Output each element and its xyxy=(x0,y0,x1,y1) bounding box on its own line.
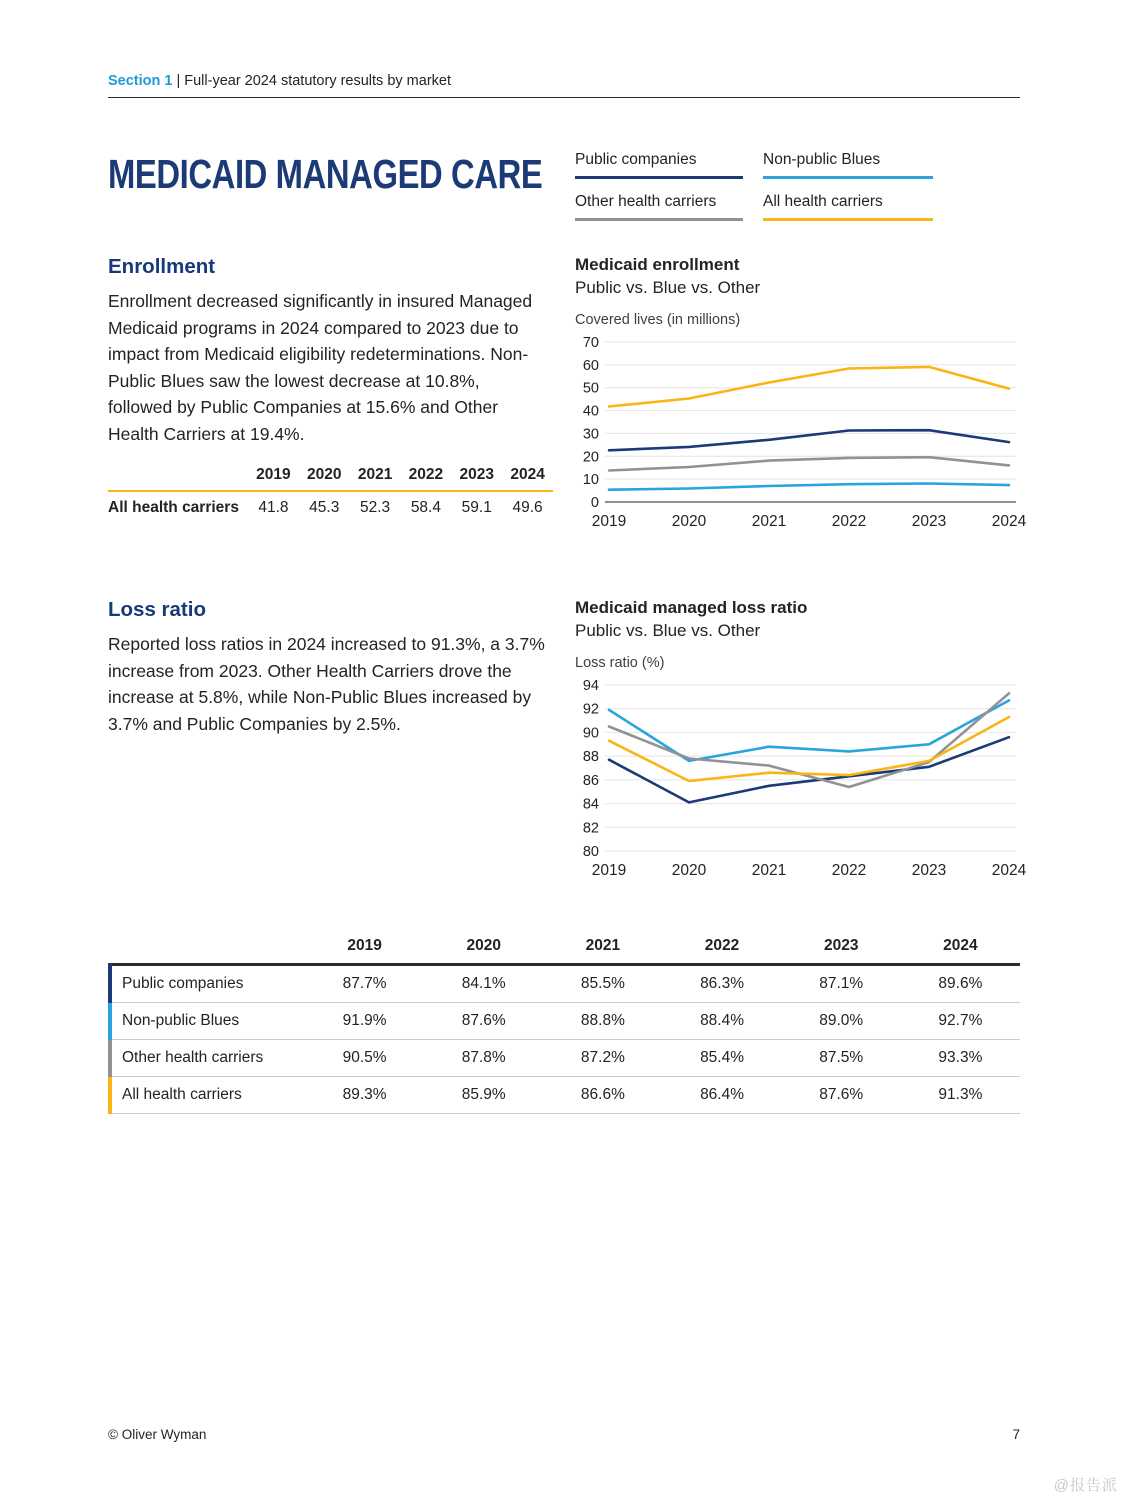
svg-text:2023: 2023 xyxy=(911,513,947,531)
loss-ratio-section xyxy=(108,598,1027,883)
legend-item: Public companies xyxy=(575,150,743,179)
table-value-cell: 93.3% xyxy=(938,1049,983,1067)
loss-ratio-body: Reported loss ratios in 2024 increased to 91.3%, a 3.7% increase from 2023. Other Health Carriers drove the increase at 5.8%, while Non-Public Blues increased by 3.7% and Public Companies by 2.5%. xyxy=(108,634,545,734)
legend-item: Other health carriers xyxy=(575,192,743,221)
svg-text:88: 88 xyxy=(582,749,599,766)
header-title: Full-year 2024 statutory results by market xyxy=(184,73,451,89)
copyright-text: © Oliver Wyman xyxy=(108,1427,207,1442)
table-row-label: Public companies xyxy=(110,965,305,1003)
table-value-cell: 85.4% xyxy=(700,1049,745,1067)
svg-text:2022: 2022 xyxy=(831,862,867,880)
loss-ratio-chart-subtitle: Public vs. Blue vs. Other xyxy=(575,621,761,641)
table-corner xyxy=(110,933,305,965)
legend-item: Non-public Blues xyxy=(763,150,933,179)
svg-text:2019: 2019 xyxy=(591,862,627,880)
loss-ratio-table-header-row xyxy=(110,933,1020,965)
mini-table-value-cell: 52.3 xyxy=(359,499,391,517)
table-value-cell: 87.6% xyxy=(461,1012,506,1030)
svg-text:2024: 2024 xyxy=(991,862,1027,880)
svg-text:40: 40 xyxy=(582,403,599,420)
mini-table-value-cell: 58.4 xyxy=(410,499,441,517)
mini-table-data-row xyxy=(108,491,553,520)
mini-table-year-header: 2020 xyxy=(307,466,342,484)
table-value-cell: 87.7% xyxy=(342,975,387,993)
loss-ratio-table-body xyxy=(110,965,1020,1114)
enrollment-chart-block xyxy=(575,255,1027,534)
table-value-cell: 91.9% xyxy=(342,1012,387,1030)
page-footer xyxy=(108,1427,1020,1442)
loss-ratio-chart-block xyxy=(575,598,1027,883)
svg-text:50: 50 xyxy=(582,380,599,397)
table-row-label: Non-public Blues xyxy=(110,1003,305,1040)
table-value-cell: 89.6% xyxy=(938,975,983,993)
mini-table-value-cell: 59.1 xyxy=(461,499,492,517)
table-value-cell: 92.7% xyxy=(938,1012,983,1030)
enrollment-chart-subtitle: Public vs. Blue vs. Other xyxy=(575,278,761,298)
mini-table-year-header: 2021 xyxy=(357,466,393,484)
svg-text:2023: 2023 xyxy=(911,862,947,880)
svg-text:2020: 2020 xyxy=(671,862,707,880)
mini-table-year-header: 2019 xyxy=(256,466,291,484)
mini-table-value-cell: 41.8 xyxy=(258,499,289,517)
table-value-cell: 86.4% xyxy=(700,1086,745,1104)
enrollment-section xyxy=(108,255,1027,534)
loss-ratio-line-chart xyxy=(575,678,1027,883)
table-row-label: Other health carriers xyxy=(110,1040,305,1077)
table-row xyxy=(110,965,1020,1003)
table-row-label: All health carriers xyxy=(110,1077,305,1114)
table-value-cell: 87.1% xyxy=(819,975,864,993)
watermark-text: @报告派 xyxy=(1053,1477,1118,1494)
table-year-header: 2022 xyxy=(704,937,740,955)
chart-legend xyxy=(575,150,1020,221)
svg-text:92: 92 xyxy=(582,701,599,718)
svg-text:2024: 2024 xyxy=(991,513,1027,531)
svg-text:30: 30 xyxy=(582,426,599,443)
svg-text:2022: 2022 xyxy=(831,513,867,531)
table-value-cell: 88.4% xyxy=(700,1012,745,1030)
svg-text:80: 80 xyxy=(582,844,599,861)
table-year-header: 2020 xyxy=(466,937,501,955)
table-value-cell: 85.5% xyxy=(580,975,625,993)
enrollment-chart-title: Medicaid enrollment xyxy=(575,255,740,275)
running-header xyxy=(108,73,1020,98)
svg-text:94: 94 xyxy=(582,678,599,695)
table-row xyxy=(110,1003,1020,1040)
table-value-cell: 85.9% xyxy=(461,1086,506,1104)
enrollment-chart-ylabel: Covered lives (in millions) xyxy=(575,312,741,329)
table-value-cell: 84.1% xyxy=(461,975,506,993)
table-value-cell: 89.3% xyxy=(342,1086,387,1104)
loss-ratio-table xyxy=(108,933,1020,1114)
mini-table-corner xyxy=(108,463,248,491)
svg-text:90: 90 xyxy=(582,725,599,742)
enrollment-line-chart xyxy=(575,335,1027,534)
mini-table-year-header: 2024 xyxy=(510,466,545,484)
enrollment-body: Enrollment decreased significantly in insured Managed Medicaid programs in 2024 compared to 2023 due to impact from Medicaid eligibility redeterminations. Non-Public Blues saw the lowest decrease at 10.8%, followed by Public Companies at 15.6% and Other Health Carriers at 19.4%. xyxy=(108,291,533,444)
svg-text:2021: 2021 xyxy=(751,862,787,880)
mini-table-row-label: All health carriers xyxy=(108,499,239,517)
svg-text:2020: 2020 xyxy=(671,513,707,531)
svg-text:82: 82 xyxy=(582,820,599,837)
table-value-cell: 87.8% xyxy=(461,1049,506,1067)
svg-text:2019: 2019 xyxy=(591,513,627,531)
enrollment-heading: Enrollment xyxy=(108,255,216,279)
mini-table-year-header: 2022 xyxy=(408,466,444,484)
svg-text:0: 0 xyxy=(590,495,599,512)
table-value-cell: 87.6% xyxy=(819,1086,864,1104)
table-year-header: 2023 xyxy=(823,937,859,955)
table-value-cell: 87.5% xyxy=(819,1049,864,1067)
table-value-cell: 91.3% xyxy=(938,1086,983,1104)
loss-ratio-heading: Loss ratio xyxy=(108,598,206,622)
page-title: MEDICAID MANAGED CARE xyxy=(108,151,543,197)
svg-text:10: 10 xyxy=(582,472,599,489)
page-number: 7 xyxy=(1012,1427,1020,1442)
enrollment-mini-table xyxy=(108,463,553,520)
svg-text:60: 60 xyxy=(582,358,599,375)
section-label: Section 1 xyxy=(108,73,173,89)
svg-text:2021: 2021 xyxy=(751,513,787,531)
header-divider: | xyxy=(176,73,181,89)
table-value-cell: 87.2% xyxy=(580,1049,625,1067)
svg-text:20: 20 xyxy=(582,449,599,466)
table-value-cell: 86.6% xyxy=(580,1086,625,1104)
table-row xyxy=(110,1040,1020,1077)
svg-text:84: 84 xyxy=(582,796,599,813)
table-year-header: 2024 xyxy=(943,937,978,955)
mini-table-value-cell: 45.3 xyxy=(309,499,340,517)
table-value-cell: 86.3% xyxy=(700,975,745,993)
table-value-cell: 89.0% xyxy=(819,1012,864,1030)
table-value-cell: 88.8% xyxy=(580,1012,625,1030)
svg-text:86: 86 xyxy=(582,773,599,790)
table-value-cell: 90.5% xyxy=(342,1049,387,1067)
mini-table-year-header: 2023 xyxy=(459,466,494,484)
table-row xyxy=(110,1077,1020,1114)
mini-table-header-row xyxy=(108,463,553,491)
table-year-header: 2021 xyxy=(585,937,621,955)
loss-ratio-chart-ylabel: Loss ratio (%) xyxy=(575,655,665,672)
mini-table-value-cell: 49.6 xyxy=(512,499,543,517)
table-year-header: 2019 xyxy=(347,937,382,955)
loss-ratio-chart-title: Medicaid managed loss ratio xyxy=(575,598,808,618)
legend-item: All health carriers xyxy=(763,192,933,221)
svg-text:70: 70 xyxy=(582,335,599,352)
